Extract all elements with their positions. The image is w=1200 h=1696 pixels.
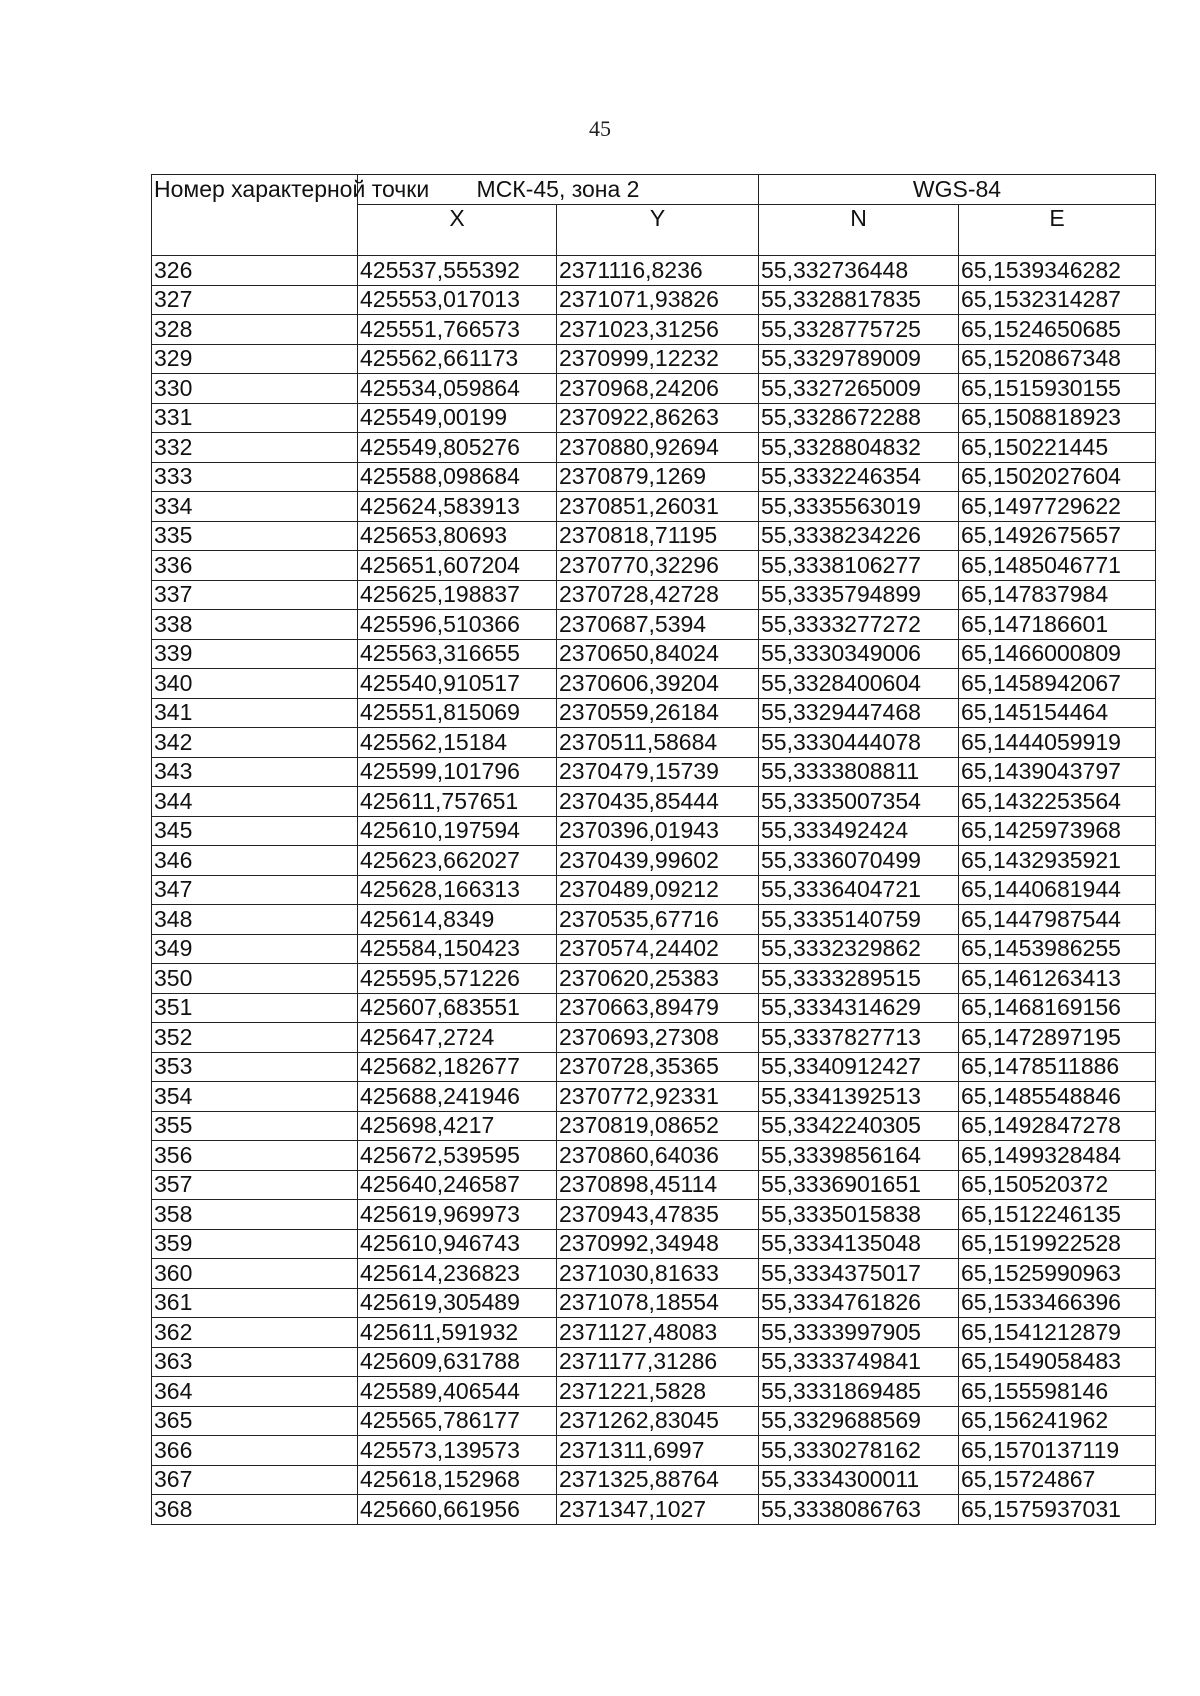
- e-cell: 65,1520867348: [959, 344, 1156, 374]
- n-cell: 55,3338086763: [759, 1495, 959, 1525]
- point-number-cell: 341: [152, 698, 358, 728]
- table-row: [152, 610, 1156, 640]
- e-cell: 65,1575937031: [959, 1495, 1156, 1525]
- point-number-cell: 354: [152, 1082, 358, 1112]
- table-row: [152, 787, 1156, 817]
- table-row: [152, 1111, 1156, 1141]
- point-number-cell: 352: [152, 1023, 358, 1053]
- table-row: [152, 1347, 1156, 1377]
- e-cell: 65,1432935921: [959, 846, 1156, 876]
- table-body: [152, 256, 1156, 1525]
- e-cell: 65,1497729622: [959, 492, 1156, 522]
- point-number-cell: 347: [152, 875, 358, 905]
- table-row: [152, 344, 1156, 374]
- x-cell: 425534,059864: [358, 374, 557, 404]
- point-number-cell: 338: [152, 610, 358, 640]
- e-cell: 65,1447987544: [959, 905, 1156, 935]
- table-row: [152, 1141, 1156, 1171]
- e-cell: 65,1478511886: [959, 1052, 1156, 1082]
- x-cell: 425624,583913: [358, 492, 557, 522]
- x-cell: 425573,139573: [358, 1436, 557, 1466]
- x-cell: 425588,098684: [358, 462, 557, 492]
- msk-45-header: МСК-45, зона 2: [358, 175, 759, 205]
- y-cell: 2371071,93826: [557, 285, 759, 315]
- y-cell: 2370999,12232: [557, 344, 759, 374]
- x-cell: 425563,316655: [358, 639, 557, 669]
- point-number-cell: 344: [152, 787, 358, 817]
- point-number-cell: 328: [152, 315, 358, 345]
- e-cell: 65,1425973968: [959, 816, 1156, 846]
- n-cell: 55,3328400604: [759, 669, 959, 699]
- e-cell: 65,1432253564: [959, 787, 1156, 817]
- n-cell: 55,3338234226: [759, 521, 959, 551]
- y-cell: 2370693,27308: [557, 1023, 759, 1053]
- x-cell: 425537,555392: [358, 256, 557, 286]
- point-number-cell: 366: [152, 1436, 358, 1466]
- x-cell: 425607,683551: [358, 993, 557, 1023]
- e-cell: 65,1472897195: [959, 1023, 1156, 1053]
- x-cell: 425682,182677: [358, 1052, 557, 1082]
- e-cell: 65,147186601: [959, 610, 1156, 640]
- point-number-cell: 332: [152, 433, 358, 463]
- table-row: [152, 285, 1156, 315]
- y-cell: 2370992,34948: [557, 1229, 759, 1259]
- point-number-cell: 350: [152, 964, 358, 994]
- table-row: [152, 905, 1156, 935]
- table-row: [152, 1377, 1156, 1407]
- table-row: [152, 1229, 1156, 1259]
- table-row: [152, 639, 1156, 669]
- n-cell: 55,3327265009: [759, 374, 959, 404]
- point-number-cell: 351: [152, 993, 358, 1023]
- table-row: [152, 875, 1156, 905]
- e-cell: 65,150520372: [959, 1170, 1156, 1200]
- x-cell: 425551,766573: [358, 315, 557, 345]
- y-cell: 2370396,01943: [557, 816, 759, 846]
- table-row: [152, 1023, 1156, 1053]
- x-cell: 425647,2724: [358, 1023, 557, 1053]
- y-cell: 2370770,32296: [557, 551, 759, 581]
- n-cell: 55,3336901651: [759, 1170, 959, 1200]
- y-cell: 2370511,58684: [557, 728, 759, 758]
- y-cell: 2371221,5828: [557, 1377, 759, 1407]
- x-cell: 425562,15184: [358, 728, 557, 758]
- table-row: [152, 433, 1156, 463]
- e-cell: 65,1525990963: [959, 1259, 1156, 1289]
- y-cell: 2371177,31286: [557, 1347, 759, 1377]
- e-cell: 65,1492847278: [959, 1111, 1156, 1141]
- e-cell: 65,147837984: [959, 580, 1156, 610]
- point-number-cell: 349: [152, 934, 358, 964]
- n-cell: 55,3328804832: [759, 433, 959, 463]
- x-cell: 425611,757651: [358, 787, 557, 817]
- x-cell: 425625,198837: [358, 580, 557, 610]
- e-cell: 65,1444059919: [959, 728, 1156, 758]
- n-cell: 55,3333289515: [759, 964, 959, 994]
- n-cell: 55,3335794899: [759, 580, 959, 610]
- n-cell: 55,3335140759: [759, 905, 959, 935]
- x-cell: 425549,805276: [358, 433, 557, 463]
- point-number-cell: 345: [152, 816, 358, 846]
- n-cell: 55,3335007354: [759, 787, 959, 817]
- n-cell: 55,3337827713: [759, 1023, 959, 1053]
- n-cell: 55,3328775725: [759, 315, 959, 345]
- point-number-cell: 335: [152, 521, 358, 551]
- x-cell: 425618,152968: [358, 1465, 557, 1495]
- n-cell: 55,3330444078: [759, 728, 959, 758]
- y-cell: 2370818,71195: [557, 521, 759, 551]
- n-cell: 55,3330278162: [759, 1436, 959, 1466]
- point-number-cell: 363: [152, 1347, 358, 1377]
- e-cell: 65,156241962: [959, 1406, 1156, 1436]
- n-cell: 55,3341392513: [759, 1082, 959, 1112]
- n-cell: 55,3338106277: [759, 551, 959, 581]
- x-cell: 425672,539595: [358, 1141, 557, 1171]
- x-cell: 425698,4217: [358, 1111, 557, 1141]
- x-cell: 425653,80693: [358, 521, 557, 551]
- x-cell: 425614,236823: [358, 1259, 557, 1289]
- n-cell: 55,3329789009: [759, 344, 959, 374]
- point-number-cell: 360: [152, 1259, 358, 1289]
- table-row: [152, 315, 1156, 345]
- e-cell: 65,1485548846: [959, 1082, 1156, 1112]
- table-row: [152, 1288, 1156, 1318]
- table-row: [152, 1465, 1156, 1495]
- y-cell: 2371023,31256: [557, 315, 759, 345]
- y-cell: 2371325,88764: [557, 1465, 759, 1495]
- y-cell: 2370559,26184: [557, 698, 759, 728]
- n-cell: 55,3339856164: [759, 1141, 959, 1171]
- table-row: [152, 1495, 1156, 1525]
- y-cell: 2370860,64036: [557, 1141, 759, 1171]
- n-cell: 55,3334135048: [759, 1229, 959, 1259]
- table-row: [152, 551, 1156, 581]
- e-cell: 65,1439043797: [959, 757, 1156, 787]
- y-cell: 2370728,35365: [557, 1052, 759, 1082]
- n-cell: 55,3336404721: [759, 875, 959, 905]
- e-cell: 65,15724867: [959, 1465, 1156, 1495]
- y-cell: 2370489,09212: [557, 875, 759, 905]
- x-cell: 425628,166313: [358, 875, 557, 905]
- y-cell: 2371030,81633: [557, 1259, 759, 1289]
- table-row: [152, 374, 1156, 404]
- point-number-cell: 355: [152, 1111, 358, 1141]
- x-cell: 425660,661956: [358, 1495, 557, 1525]
- point-number-cell: 342: [152, 728, 358, 758]
- x-cell: 425595,571226: [358, 964, 557, 994]
- y-cell: 2370851,26031: [557, 492, 759, 522]
- y-column-header: Y: [557, 205, 759, 256]
- e-cell: 65,1461263413: [959, 964, 1156, 994]
- table-row: [152, 1052, 1156, 1082]
- y-cell: 2371078,18554: [557, 1288, 759, 1318]
- e-cell: 65,1549058483: [959, 1347, 1156, 1377]
- x-cell: 425540,910517: [358, 669, 557, 699]
- y-cell: 2370687,5394: [557, 610, 759, 640]
- table-row: [152, 1406, 1156, 1436]
- x-cell: 425610,197594: [358, 816, 557, 846]
- e-cell: 65,1570137119: [959, 1436, 1156, 1466]
- n-cell: 55,3335015838: [759, 1200, 959, 1230]
- table-row: [152, 462, 1156, 492]
- header-row-group: [152, 175, 1156, 205]
- point-number-cell: 357: [152, 1170, 358, 1200]
- y-cell: 2371311,6997: [557, 1436, 759, 1466]
- y-cell: 2370772,92331: [557, 1082, 759, 1112]
- e-cell: 65,1515930155: [959, 374, 1156, 404]
- x-cell: 425599,101796: [358, 757, 557, 787]
- e-cell: 65,1524650685: [959, 315, 1156, 345]
- y-cell: 2370943,47835: [557, 1200, 759, 1230]
- table-row: [152, 1170, 1156, 1200]
- y-cell: 2370606,39204: [557, 669, 759, 699]
- n-cell: 55,3334375017: [759, 1259, 959, 1289]
- y-cell: 2370922,86263: [557, 403, 759, 433]
- y-cell: 2370968,24206: [557, 374, 759, 404]
- point-number-cell: 331: [152, 403, 358, 433]
- point-number-cell: 346: [152, 846, 358, 876]
- point-number-cell: 356: [152, 1141, 358, 1171]
- y-cell: 2370663,89479: [557, 993, 759, 1023]
- y-cell: 2370620,25383: [557, 964, 759, 994]
- point-number-cell: 359: [152, 1229, 358, 1259]
- point-number-cell: 336: [152, 551, 358, 581]
- n-cell: 55,3334761826: [759, 1288, 959, 1318]
- e-cell: 65,1468169156: [959, 993, 1156, 1023]
- point-number-cell: 339: [152, 639, 358, 669]
- y-cell: 2370819,08652: [557, 1111, 759, 1141]
- n-cell: 55,3330349006: [759, 639, 959, 669]
- n-cell: 55,3328672288: [759, 403, 959, 433]
- e-cell: 65,1508818923: [959, 403, 1156, 433]
- point-number-cell: 358: [152, 1200, 358, 1230]
- y-cell: 2371116,8236: [557, 256, 759, 286]
- x-cell: 425623,662027: [358, 846, 557, 876]
- n-cell: 55,3329688569: [759, 1406, 959, 1436]
- table-row: [152, 256, 1156, 286]
- table-row: [152, 1259, 1156, 1289]
- y-cell: 2371347,1027: [557, 1495, 759, 1525]
- table-row: [152, 816, 1156, 846]
- n-cell: 55,3331869485: [759, 1377, 959, 1407]
- n-cell: 55,3328817835: [759, 285, 959, 315]
- y-cell: 2370898,45114: [557, 1170, 759, 1200]
- x-cell: 425688,241946: [358, 1082, 557, 1112]
- e-cell: 65,1519922528: [959, 1229, 1156, 1259]
- n-cell: 55,3335563019: [759, 492, 959, 522]
- e-cell: 65,145154464: [959, 698, 1156, 728]
- y-cell: 2371127,48083: [557, 1318, 759, 1348]
- point-number-cell: 337: [152, 580, 358, 610]
- e-cell: 65,1453986255: [959, 934, 1156, 964]
- y-cell: 2370574,24402: [557, 934, 759, 964]
- e-cell: 65,1512246135: [959, 1200, 1156, 1230]
- point-number-cell: 348: [152, 905, 358, 935]
- wgs-84-header: WGS-84: [759, 175, 1156, 205]
- e-cell: 65,1499328484: [959, 1141, 1156, 1171]
- x-cell: 425609,631788: [358, 1347, 557, 1377]
- point-number-cell: 368: [152, 1495, 358, 1525]
- table-row: [152, 846, 1156, 876]
- x-cell: 425619,305489: [358, 1288, 557, 1318]
- coordinates-table: [151, 174, 1156, 1525]
- y-cell: 2371262,83045: [557, 1406, 759, 1436]
- x-cell: 425611,591932: [358, 1318, 557, 1348]
- table-row: [152, 1436, 1156, 1466]
- table-row: [152, 728, 1156, 758]
- n-cell: 55,333492424: [759, 816, 959, 846]
- x-cell: 425614,8349: [358, 905, 557, 935]
- x-column-header: X: [358, 205, 557, 256]
- e-cell: 65,155598146: [959, 1377, 1156, 1407]
- e-cell: 65,1466000809: [959, 639, 1156, 669]
- n-cell: 55,3332329862: [759, 934, 959, 964]
- x-cell: 425610,946743: [358, 1229, 557, 1259]
- n-column-header: N: [759, 205, 959, 256]
- x-cell: 425589,406544: [358, 1377, 557, 1407]
- e-cell: 65,1541212879: [959, 1318, 1156, 1348]
- x-cell: 425651,607204: [358, 551, 557, 581]
- table-row: [152, 993, 1156, 1023]
- n-cell: 55,3334300011: [759, 1465, 959, 1495]
- point-number-cell: 365: [152, 1406, 358, 1436]
- point-number-cell: 327: [152, 285, 358, 315]
- table-row: [152, 1082, 1156, 1112]
- e-cell: 65,1502027604: [959, 462, 1156, 492]
- y-cell: 2370880,92694: [557, 433, 759, 463]
- y-cell: 2370728,42728: [557, 580, 759, 610]
- point-number-cell: 340: [152, 669, 358, 699]
- table-row: [152, 1200, 1156, 1230]
- point-number-cell: 362: [152, 1318, 358, 1348]
- n-cell: 55,3333277272: [759, 610, 959, 640]
- table-row: [152, 757, 1156, 787]
- n-cell: 55,3329447468: [759, 698, 959, 728]
- point-number-cell: 364: [152, 1377, 358, 1407]
- point-number-header: Номер характерной точки: [152, 175, 358, 256]
- point-number-cell: 353: [152, 1052, 358, 1082]
- table-row: [152, 403, 1156, 433]
- n-cell: 55,3333808811: [759, 757, 959, 787]
- n-cell: 55,3333749841: [759, 1347, 959, 1377]
- y-cell: 2370479,15739: [557, 757, 759, 787]
- x-cell: 425565,786177: [358, 1406, 557, 1436]
- e-cell: 65,150221445: [959, 433, 1156, 463]
- table-row: [152, 698, 1156, 728]
- n-cell: 55,3332246354: [759, 462, 959, 492]
- e-cell: 65,1492675657: [959, 521, 1156, 551]
- table-row: [152, 934, 1156, 964]
- x-cell: 425551,815069: [358, 698, 557, 728]
- table-row: [152, 669, 1156, 699]
- table-row: [152, 964, 1156, 994]
- point-number-cell: 329: [152, 344, 358, 374]
- y-cell: 2370439,99602: [557, 846, 759, 876]
- e-column-header: E: [959, 205, 1156, 256]
- e-cell: 65,1533466396: [959, 1288, 1156, 1318]
- e-cell: 65,1440681944: [959, 875, 1156, 905]
- n-cell: 55,3333997905: [759, 1318, 959, 1348]
- n-cell: 55,332736448: [759, 256, 959, 286]
- point-number-cell: 361: [152, 1288, 358, 1318]
- point-number-cell: 333: [152, 462, 358, 492]
- x-cell: 425619,969973: [358, 1200, 557, 1230]
- y-cell: 2370535,67716: [557, 905, 759, 935]
- table-row: [152, 521, 1156, 551]
- n-cell: 55,3334314629: [759, 993, 959, 1023]
- n-cell: 55,3342240305: [759, 1111, 959, 1141]
- e-cell: 65,1539346282: [959, 256, 1156, 286]
- x-cell: 425596,510366: [358, 610, 557, 640]
- x-cell: 425549,00199: [358, 403, 557, 433]
- table-row: [152, 580, 1156, 610]
- y-cell: 2370879,1269: [557, 462, 759, 492]
- table-row: [152, 492, 1156, 522]
- page-number: 45: [589, 116, 611, 141]
- point-number-cell: 326: [152, 256, 358, 286]
- e-cell: 65,1532314287: [959, 285, 1156, 315]
- y-cell: 2370650,84024: [557, 639, 759, 669]
- table-row: [152, 1318, 1156, 1348]
- x-cell: 425584,150423: [358, 934, 557, 964]
- y-cell: 2370435,85444: [557, 787, 759, 817]
- point-number-cell: 334: [152, 492, 358, 522]
- x-cell: 425553,017013: [358, 285, 557, 315]
- n-cell: 55,3340912427: [759, 1052, 959, 1082]
- point-number-cell: 367: [152, 1465, 358, 1495]
- x-cell: 425562,661173: [358, 344, 557, 374]
- point-number-cell: 330: [152, 374, 358, 404]
- e-cell: 65,1485046771: [959, 551, 1156, 581]
- point-number-cell: 343: [152, 757, 358, 787]
- n-cell: 55,3336070499: [759, 846, 959, 876]
- e-cell: 65,1458942067: [959, 669, 1156, 699]
- x-cell: 425640,246587: [358, 1170, 557, 1200]
